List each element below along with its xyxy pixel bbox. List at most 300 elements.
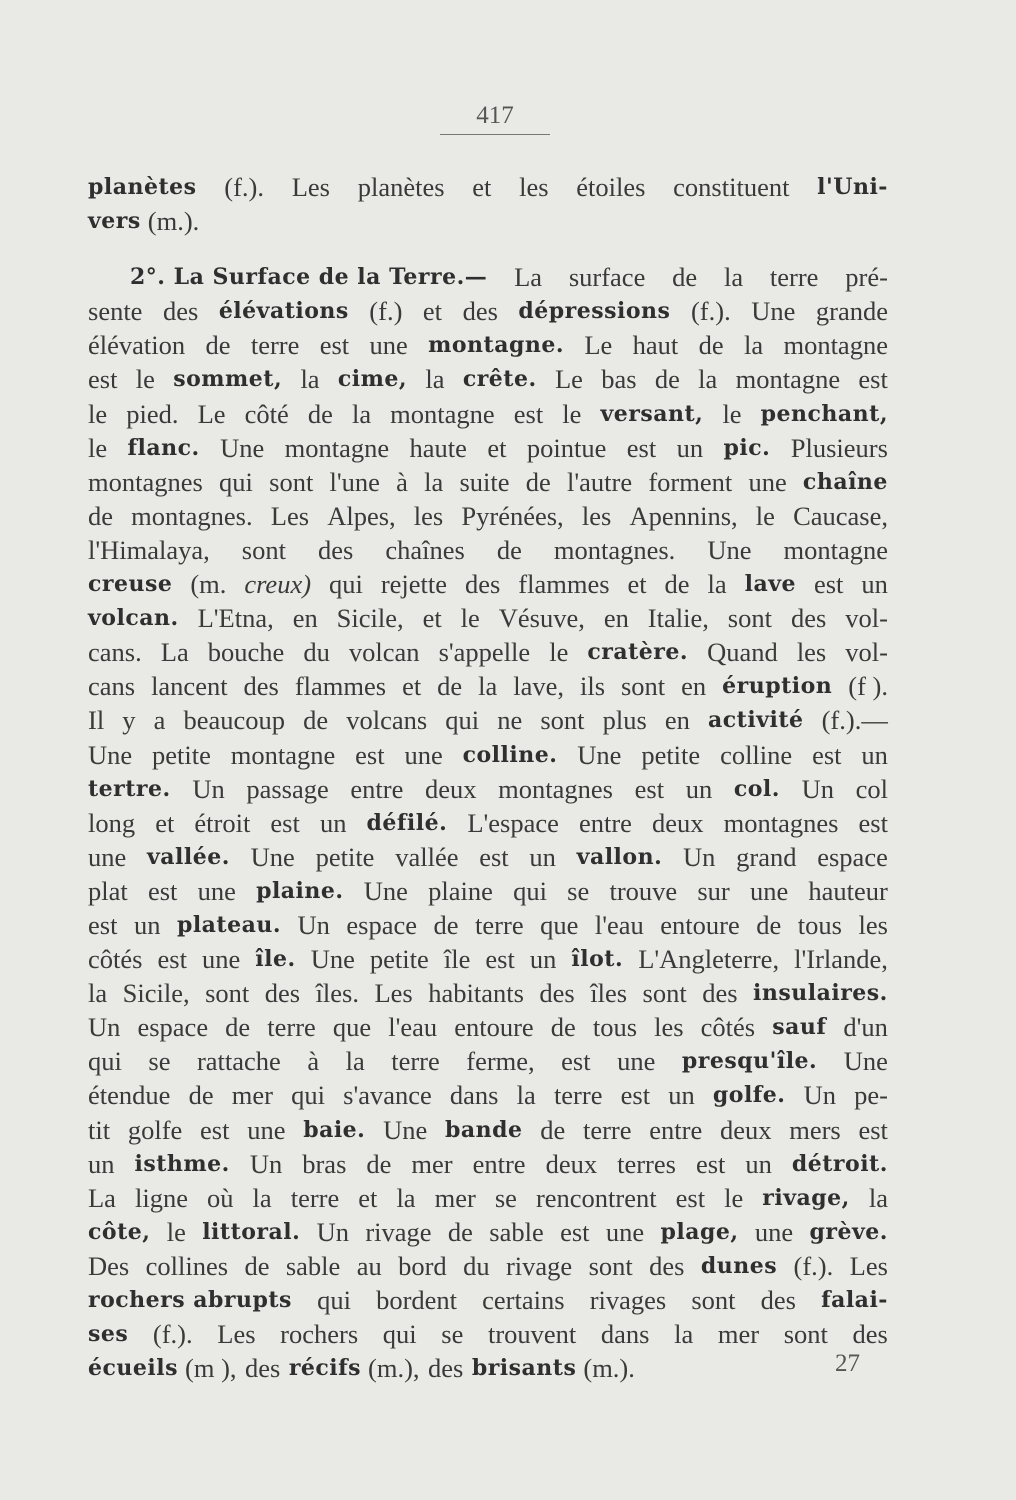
word: haute [409, 432, 467, 463]
word: deux [545, 1148, 598, 1179]
text-line [88, 601, 888, 635]
word: espace [817, 841, 888, 872]
word: est [479, 841, 509, 872]
word: Une [88, 739, 133, 770]
word: qui [445, 705, 480, 736]
word: (f.). [224, 172, 264, 202]
word: (f ). [848, 671, 888, 702]
word: bras [302, 1148, 347, 1179]
word: Un [249, 1148, 283, 1179]
bold-term: golfe. [712, 1082, 786, 1109]
word: à [307, 1046, 320, 1077]
word: de [244, 1250, 270, 1281]
word: les [413, 500, 444, 531]
word: sont [727, 603, 772, 634]
word: est [88, 364, 118, 395]
word: petite [152, 739, 211, 770]
text-line [88, 1147, 888, 1181]
word: L'espace [467, 807, 559, 838]
bold-term: côte, [88, 1218, 151, 1245]
text-line [88, 533, 888, 567]
word: élévation [88, 330, 186, 361]
bold-term: plaine. [256, 877, 344, 904]
body-text [88, 170, 888, 1385]
word: le [549, 637, 569, 668]
bold-term: presqu'île. [681, 1048, 818, 1075]
word: la [698, 364, 718, 395]
word: bord [398, 1250, 447, 1281]
word: une [197, 875, 236, 906]
word: île [443, 944, 471, 975]
text-line [88, 942, 888, 976]
word: (m.), [368, 1353, 420, 1384]
word: Une [751, 296, 796, 327]
word: est [561, 1046, 591, 1077]
word: rivages [589, 1285, 667, 1315]
word: un [319, 807, 347, 838]
text-line [88, 499, 888, 533]
word: terre [769, 262, 819, 293]
word: une [748, 466, 787, 497]
word: Vésuve, [498, 603, 585, 634]
bold-term: falai- [821, 1287, 888, 1313]
word: s'appelle [438, 637, 531, 668]
word: Italie, [647, 603, 709, 634]
word: pré- [845, 262, 888, 293]
word: rivage [365, 1216, 432, 1247]
word: Un [316, 1216, 350, 1247]
text-line [88, 1249, 888, 1283]
word: colline [720, 739, 793, 770]
word: constituent [673, 172, 790, 202]
word: la [674, 1319, 694, 1350]
word: montagne [735, 364, 841, 395]
word: l'eau [388, 1012, 438, 1043]
word: La [514, 262, 543, 293]
word: sable [285, 1250, 341, 1281]
word: (f.). [690, 296, 731, 327]
word: de [437, 671, 463, 702]
bold-term: sommet, [173, 366, 283, 393]
word: Sicile, [122, 978, 190, 1009]
bold-term: flanc. [127, 434, 200, 461]
word: deux [425, 773, 477, 804]
word: entoure [660, 909, 740, 940]
word: pointue [526, 432, 607, 463]
word: et [472, 172, 492, 202]
word: volcans [346, 705, 428, 736]
word: passage [246, 773, 329, 804]
word: est [513, 398, 544, 429]
word: de [496, 534, 522, 565]
bold-term: sauf [772, 1014, 827, 1041]
word: les [858, 909, 888, 940]
word: (f.). [793, 1250, 834, 1281]
word: Une [363, 875, 408, 906]
word: la [88, 978, 108, 1009]
text-line [88, 908, 888, 942]
word: Un [297, 909, 330, 940]
word: deux [719, 1114, 772, 1145]
word: des [702, 978, 738, 1009]
word: cans. [88, 637, 142, 668]
bold-term: élévations [218, 298, 349, 325]
word: du [303, 637, 330, 668]
word: montagne [783, 534, 888, 565]
bold-term: versant, [600, 400, 704, 427]
word: la [425, 364, 445, 395]
word: la [252, 1182, 272, 1213]
word: des [790, 603, 827, 634]
bold-term: baie. [303, 1116, 366, 1143]
word: qui [329, 569, 363, 600]
word: plus [602, 705, 647, 736]
word: La [160, 637, 189, 668]
bold-term: volcan. [88, 605, 179, 632]
word: Une [707, 534, 752, 565]
word: y [122, 705, 136, 736]
word: (f.).— [821, 705, 888, 736]
word: Un [803, 1080, 836, 1111]
word: volcan [348, 637, 420, 668]
word: (m.). [583, 1353, 635, 1384]
bold-term: écueils [88, 1355, 178, 1382]
word: un [685, 773, 713, 804]
text-line [88, 204, 888, 238]
bold-term: crête. [462, 366, 537, 393]
word: sont [241, 534, 286, 565]
word: planètes [357, 172, 445, 202]
word: vol- [845, 637, 888, 668]
word: Apennins, [629, 500, 738, 531]
word: grande [815, 296, 888, 327]
word: la [743, 330, 764, 361]
word: l'autre [567, 466, 633, 497]
word: bas [601, 364, 637, 395]
word: de [756, 909, 782, 940]
word: de [205, 330, 231, 361]
word: mer [231, 1080, 273, 1111]
word: montagnes [88, 466, 203, 497]
word: montagne [230, 739, 336, 770]
word: vallée [395, 841, 459, 872]
word: se [441, 1319, 464, 1350]
word: dans [449, 1080, 499, 1111]
word: les [519, 172, 549, 202]
word: au [356, 1250, 382, 1281]
text-line [88, 1113, 888, 1147]
word: des [428, 1353, 464, 1384]
word: ligne [134, 1182, 188, 1213]
word: rochers [280, 1319, 359, 1350]
word: Une [250, 841, 295, 872]
word: terre [391, 1046, 440, 1077]
word: terres [617, 1148, 676, 1179]
word: terre [250, 330, 300, 361]
word: (m ), [185, 1353, 237, 1384]
bold-term: penchant, [760, 400, 888, 427]
word: surface [568, 262, 646, 293]
word: de [654, 364, 680, 395]
word: la [707, 569, 727, 600]
word: qui [382, 1319, 417, 1350]
word: un [133, 909, 161, 940]
text-line [88, 1010, 888, 1044]
word: petite [315, 841, 375, 872]
word: L'Etna, [197, 603, 274, 634]
word: lave, [513, 671, 564, 702]
word: haut [632, 330, 679, 361]
word: côtés [88, 944, 143, 975]
word: étroit [194, 807, 251, 838]
word: grand [736, 841, 797, 872]
word: Les [291, 172, 330, 202]
word: montagne [284, 432, 390, 463]
word: rivage [505, 1250, 573, 1281]
word: la [516, 1080, 536, 1111]
word: (f.) [369, 296, 403, 327]
word: de [550, 1012, 576, 1043]
word: la [424, 466, 444, 497]
word: et [422, 603, 442, 634]
word: flammes [518, 569, 610, 600]
word: Plusieurs [790, 432, 888, 463]
word: les [581, 500, 612, 531]
word: rejette [380, 569, 448, 600]
word: de [698, 330, 724, 361]
word: sont [691, 1285, 736, 1315]
text-line [88, 1317, 888, 1351]
text-line [88, 1215, 888, 1249]
word: des [760, 1285, 796, 1315]
bold-term: vers [88, 208, 141, 235]
bold-term: grève. [809, 1218, 888, 1245]
bold-term: montagne. [428, 332, 565, 359]
word: de [664, 569, 690, 600]
word: tous [797, 909, 842, 940]
word: Une [383, 1114, 428, 1145]
word: montagne [390, 398, 495, 429]
word: de [225, 1012, 251, 1043]
word: vol- [845, 603, 888, 634]
text-line [88, 1283, 888, 1317]
text-line [88, 1351, 888, 1385]
word: côté [244, 398, 289, 429]
word: Le [554, 364, 583, 395]
word: un [529, 944, 557, 975]
word: dans [600, 1319, 650, 1350]
bold-term: littoral. [202, 1218, 301, 1245]
word: Les [849, 1250, 888, 1281]
bold-term: détroit. [791, 1150, 888, 1177]
text-line [88, 874, 888, 908]
bold-term: vallée. [147, 843, 230, 870]
text-line [88, 1181, 888, 1215]
word: la [723, 262, 744, 293]
word: s'avance [343, 1080, 432, 1111]
word: en [681, 671, 707, 702]
word: l'Himalaya, [88, 534, 210, 565]
word: Les [217, 1319, 256, 1350]
word: ferme, [466, 1046, 535, 1077]
word: de [433, 909, 459, 940]
word: (f.). [152, 1319, 193, 1350]
word: le [88, 432, 108, 463]
word: habitants [428, 978, 524, 1009]
text-line [88, 567, 888, 601]
word: Les [270, 500, 310, 531]
word: en [292, 603, 318, 634]
word: des [264, 978, 301, 1009]
word: le [724, 1182, 744, 1213]
word: le [166, 1216, 186, 1247]
word: L'Angleterre, [638, 944, 780, 975]
word: ils [579, 671, 606, 702]
word: du [463, 1250, 490, 1281]
text-line [88, 738, 888, 772]
word: bouche [207, 637, 285, 668]
word: qui [219, 466, 253, 497]
word: les [796, 637, 827, 668]
word: une [749, 875, 789, 906]
word: sont [269, 466, 314, 497]
word: d'un [843, 1012, 888, 1043]
word: de [525, 466, 551, 497]
word: Un [192, 773, 225, 804]
word: trouvent [487, 1319, 577, 1350]
word: une [404, 739, 443, 770]
bold-term: bande [444, 1116, 523, 1143]
word: côtés [700, 1012, 756, 1043]
word: et [422, 296, 443, 327]
bold-term: 2°. La Surface de la Terre.— [130, 264, 488, 291]
bold-term: ses [88, 1321, 129, 1348]
word: est [695, 1148, 726, 1179]
word: (m. [190, 569, 227, 600]
word: un [668, 1080, 695, 1111]
word: petite [641, 739, 701, 770]
word: une [88, 841, 127, 872]
word: une [617, 1046, 656, 1077]
word: est [485, 944, 515, 975]
word: chaînes [385, 534, 465, 565]
word: creux) [244, 569, 312, 600]
bold-term: cratère. [587, 639, 689, 666]
word: est [813, 569, 844, 600]
word: de [540, 1114, 566, 1145]
bold-term: éruption [722, 673, 833, 700]
word: lancent [151, 671, 228, 702]
word: entre [578, 807, 632, 838]
word: trouve [609, 875, 678, 906]
word: un [88, 1148, 115, 1179]
word: est [355, 739, 385, 770]
bold-term: vallon. [576, 843, 663, 870]
bold-term: col. [733, 775, 780, 802]
word: Une [220, 432, 265, 463]
word: Le [197, 398, 226, 429]
text-line [88, 397, 888, 431]
word: est [858, 364, 888, 395]
word: Une [310, 944, 355, 975]
word: terre [290, 1182, 340, 1213]
word: est [620, 1080, 651, 1111]
word: Un [683, 841, 716, 872]
word: une [605, 1216, 645, 1247]
word: est [147, 875, 178, 906]
word: et [155, 807, 175, 838]
word: sont [540, 705, 585, 736]
word: montagnes [498, 773, 613, 804]
word: rencontrent [535, 1182, 657, 1213]
word: Sicile, [336, 603, 404, 634]
word: montagne [783, 330, 888, 361]
word: Il [88, 705, 105, 736]
word: et [402, 671, 422, 702]
word: hauteur [808, 875, 888, 906]
word: est [634, 773, 665, 804]
bold-term: dunes [700, 1252, 778, 1279]
word: Les [374, 978, 413, 1009]
word: est [200, 1114, 230, 1145]
word: est [319, 330, 350, 361]
word: îles [590, 978, 628, 1009]
text-line [88, 294, 888, 328]
word: îles. [315, 978, 359, 1009]
text-line [88, 431, 888, 465]
bold-term: rivage, [762, 1184, 850, 1211]
word: sente [88, 296, 143, 327]
word: terre [475, 909, 524, 940]
bold-term: récifs [288, 1355, 362, 1382]
text-line [88, 976, 888, 1010]
text-line [88, 465, 888, 499]
word: de [672, 262, 698, 293]
word: plat [88, 875, 128, 906]
bold-term: isthme. [134, 1150, 230, 1177]
word: se [148, 1046, 171, 1077]
text-line [88, 260, 888, 294]
word: mer [411, 1148, 453, 1179]
word: des [852, 1319, 888, 1350]
word: une [754, 1216, 794, 1247]
word: une [247, 1114, 286, 1145]
word: des [464, 569, 501, 600]
word: et [487, 432, 507, 463]
word: le [562, 398, 582, 429]
word: sont [205, 978, 250, 1009]
word: un [745, 1148, 772, 1179]
word: à [396, 466, 408, 497]
word: Le [584, 330, 613, 361]
word: Un [801, 773, 834, 804]
word: des [162, 296, 199, 327]
word: forment [648, 466, 733, 497]
text-line [88, 840, 888, 874]
word: Alpes, [327, 500, 396, 531]
text-line [88, 1044, 888, 1078]
word: le [88, 398, 108, 429]
word: des [649, 1250, 685, 1281]
signature-mark: 27 [835, 1350, 860, 1377]
word: l'une [329, 466, 380, 497]
word: sont [783, 1319, 828, 1350]
text-line [88, 772, 888, 806]
bold-term: plateau. [176, 911, 282, 938]
word: de [307, 398, 333, 429]
word: flammes [294, 671, 387, 702]
word: des [462, 296, 498, 327]
